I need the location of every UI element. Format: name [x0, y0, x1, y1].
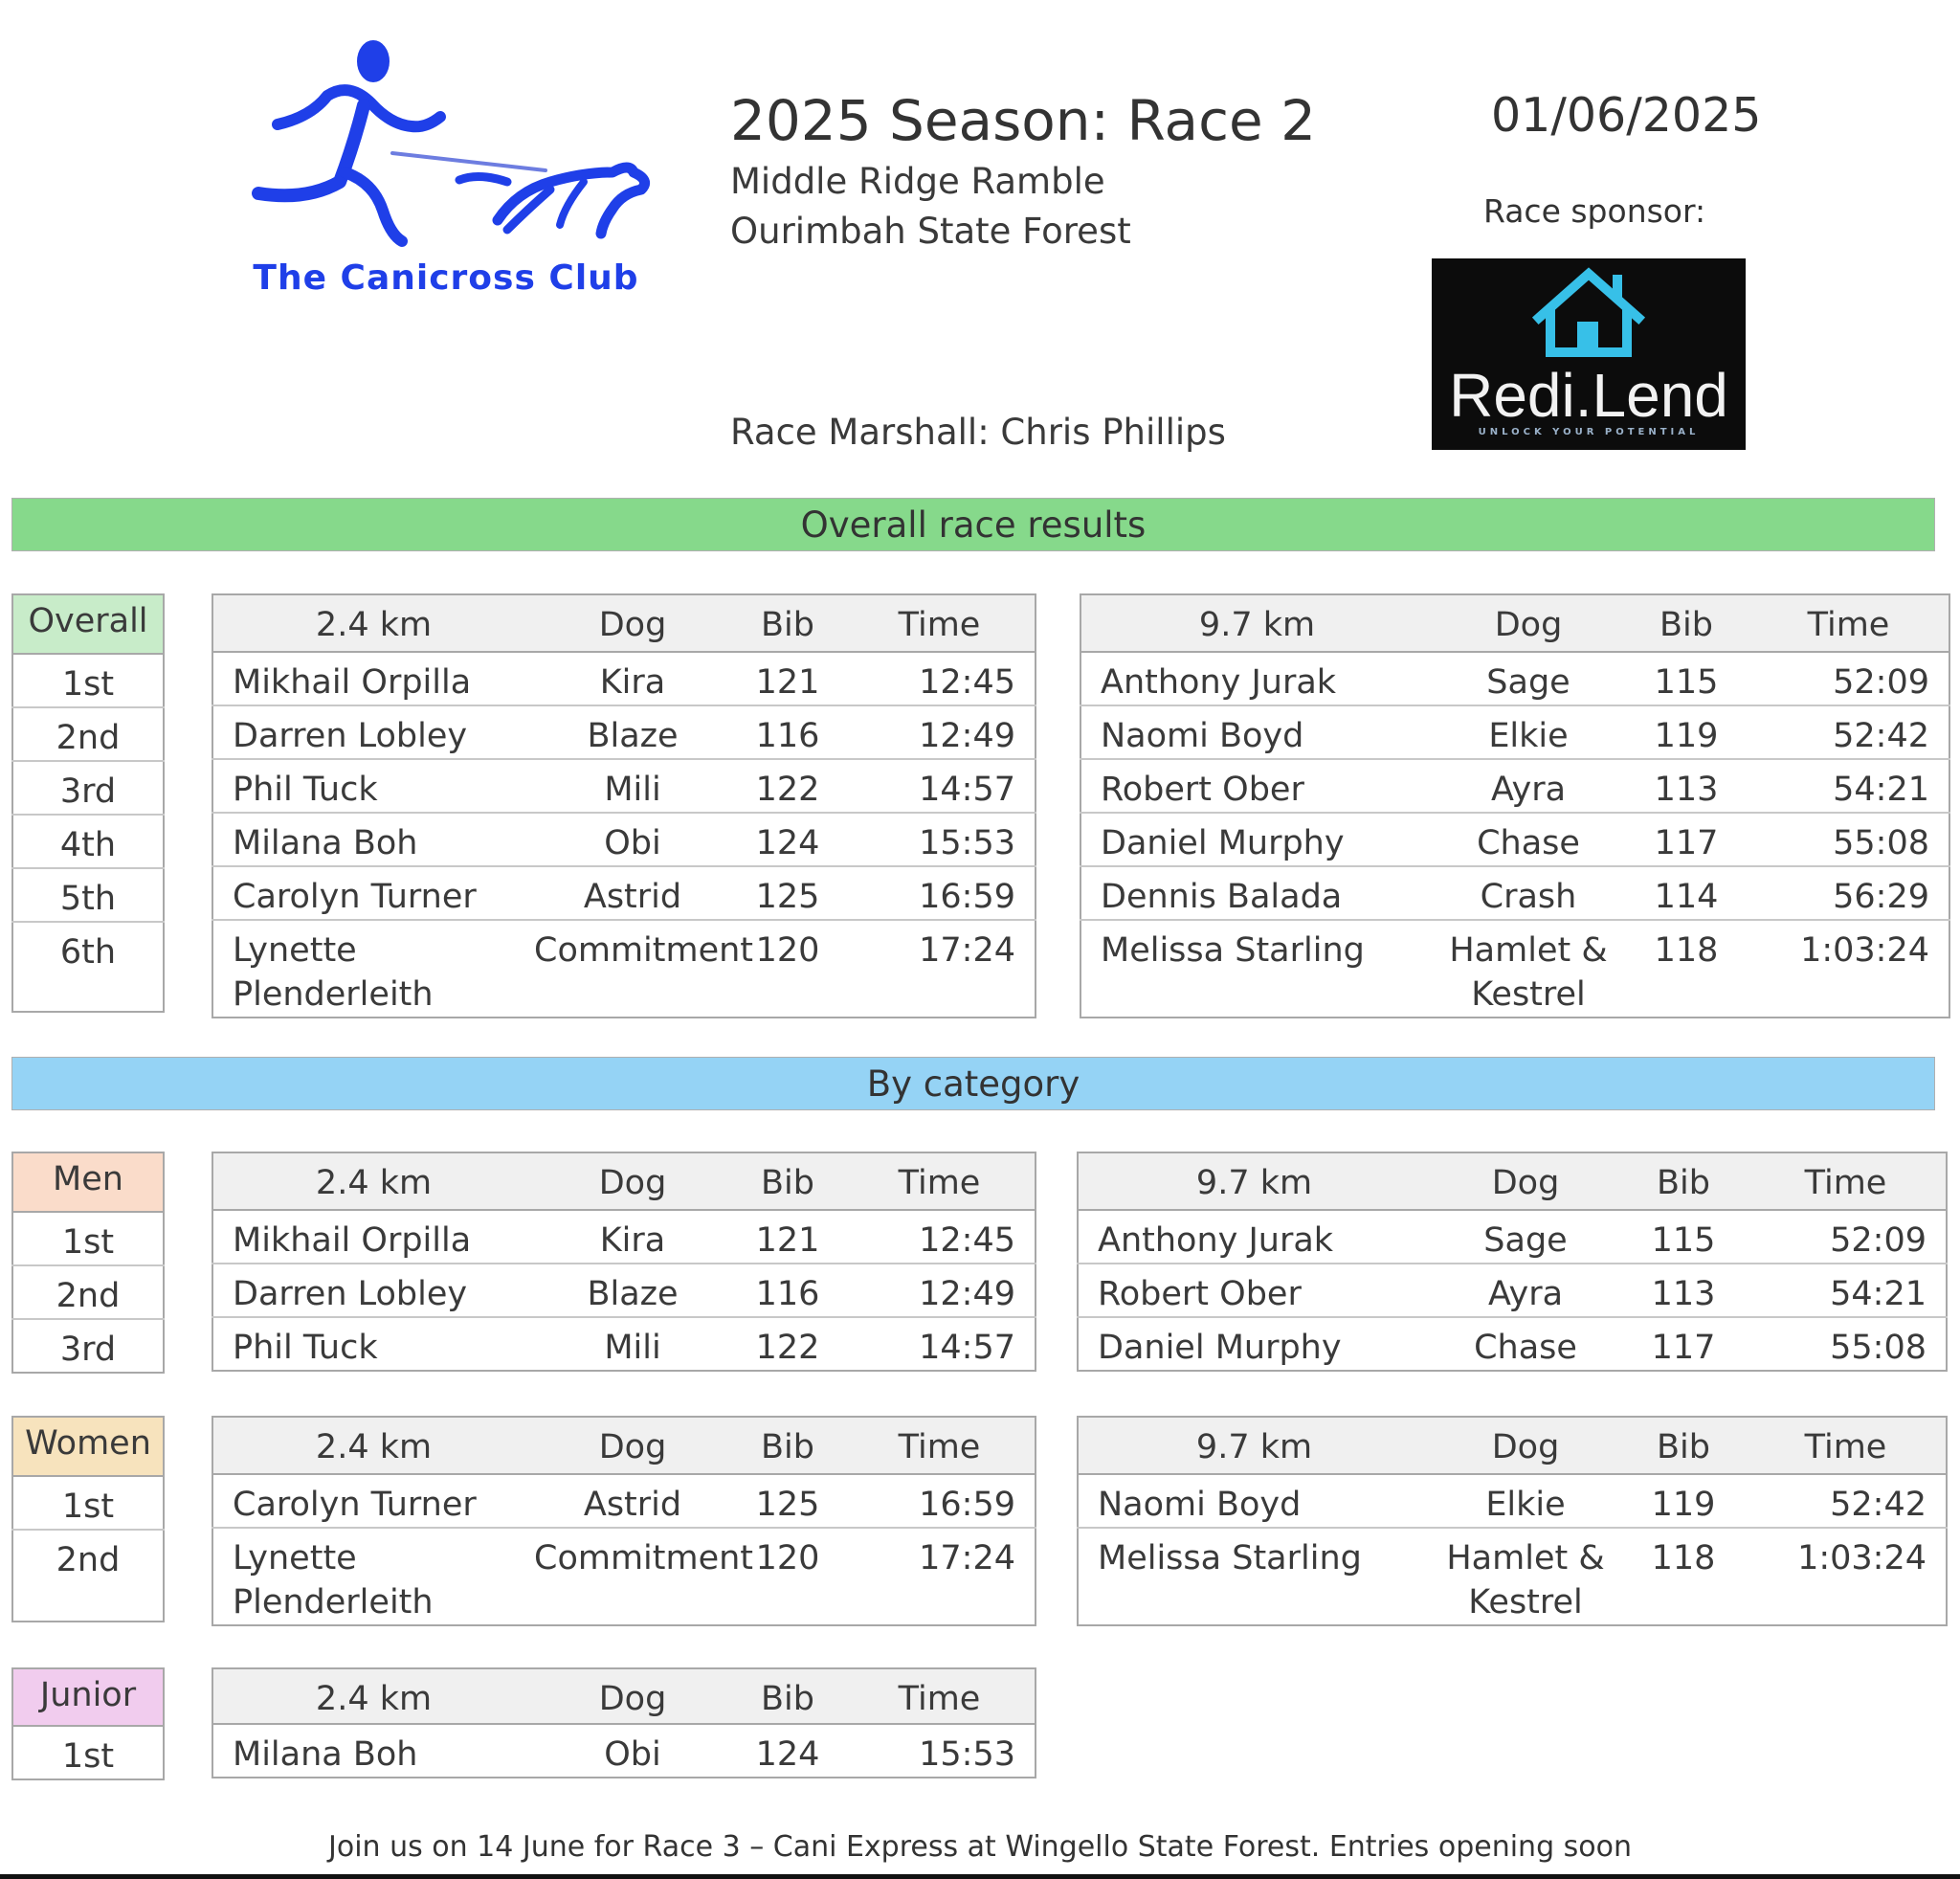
dog-header: Dog: [534, 1668, 731, 1724]
table-row: [1078, 1474, 1947, 1528]
table-row: [212, 1724, 1036, 1778]
sponsor-label: Race sponsor:: [1483, 192, 1706, 230]
rank-column-junior: [11, 1667, 165, 1780]
bib-header: Bib: [731, 1417, 844, 1474]
runner-name: Dennis Balada: [1080, 866, 1433, 920]
finish-time: 55:08: [1748, 813, 1949, 866]
bottom-rule: [0, 1874, 1960, 1879]
dog-name: Commitment: [534, 1528, 731, 1625]
rank-cell: 2nd: [12, 1265, 164, 1319]
finish-time: 16:59: [844, 1474, 1036, 1528]
bib-number: 124: [731, 813, 844, 866]
dog-name: Crash: [1433, 866, 1624, 920]
rank-column-men: [11, 1152, 165, 1374]
dog-name: Chase: [1430, 1317, 1621, 1371]
table-row: [212, 813, 1036, 866]
rank-cell: 2nd: [12, 1530, 164, 1622]
group-label: Overall: [12, 594, 164, 654]
dog-name: Blaze: [534, 705, 731, 759]
runner-name: Melissa Starling: [1078, 1528, 1430, 1625]
time-header: Time: [1746, 1152, 1947, 1210]
bib-number: 113: [1621, 1264, 1746, 1317]
table-row: [212, 866, 1036, 920]
finish-time: 1:03:24: [1748, 920, 1949, 1018]
rank-cell: 3rd: [12, 1319, 164, 1373]
results-table-women-long: [1077, 1416, 1948, 1626]
bib-number: 122: [731, 1317, 844, 1371]
dog-header: Dog: [1430, 1417, 1621, 1474]
rank-cell: 2nd: [12, 707, 164, 761]
race-date: 01/06/2025: [1491, 88, 1762, 143]
dog-name: Mili: [534, 759, 731, 813]
time-header: Time: [1748, 594, 1949, 652]
results-table-men-long: [1077, 1152, 1948, 1372]
table-row: [212, 1474, 1036, 1528]
table-row: [1078, 1528, 1947, 1625]
finish-time: 15:53: [844, 813, 1036, 866]
club-logo: [220, 29, 670, 316]
bib-number: 115: [1621, 1210, 1746, 1264]
results-table-junior-short: [212, 1667, 1036, 1778]
table-row: [212, 652, 1036, 705]
house-icon: [1432, 258, 1746, 364]
table-row: [212, 920, 1036, 1018]
time-header: Time: [844, 594, 1036, 652]
rank-cell: 6th: [12, 922, 164, 1012]
dog-name: Ayra: [1430, 1264, 1621, 1317]
bib-number: 118: [1621, 1528, 1746, 1625]
time-header: Time: [844, 1417, 1036, 1474]
table-row: [1080, 705, 1949, 759]
bib-number: 119: [1621, 1474, 1746, 1528]
runner-name: Mikhail Orpilla: [212, 652, 534, 705]
results-table-men-short: [212, 1152, 1036, 1372]
sponsor-name: Redi.Lend: [1449, 361, 1728, 430]
group-label: Men: [12, 1152, 164, 1212]
dog-name: Hamlet & Kestrel: [1433, 920, 1624, 1018]
bib-number: 122: [731, 759, 844, 813]
distance-header: 9.7 km: [1078, 1152, 1430, 1210]
runner-name: Anthony Jurak: [1078, 1210, 1430, 1264]
table-row: [1080, 866, 1949, 920]
dog-header: Dog: [1430, 1152, 1621, 1210]
finish-time: 52:09: [1746, 1210, 1947, 1264]
table-row: [212, 1210, 1036, 1264]
time-header: Time: [844, 1152, 1036, 1210]
runner-with-dog-logo-icon: [220, 29, 670, 258]
table-row: [212, 1528, 1036, 1625]
dog-header: Dog: [534, 594, 731, 652]
runner-name: Darren Lobley: [212, 1264, 534, 1317]
rank-cell: 4th: [12, 815, 164, 868]
club-name: The Canicross Club: [253, 258, 639, 298]
rank-cell: 1st: [12, 654, 164, 707]
bib-number: 120: [731, 1528, 844, 1625]
dog-name: Hamlet & Kestrel: [1430, 1528, 1621, 1625]
dog-name: Kira: [534, 652, 731, 705]
finish-time: 17:24: [844, 1528, 1036, 1625]
dog-name: Astrid: [534, 1474, 731, 1528]
table-row: [1080, 813, 1949, 866]
runner-name: Mikhail Orpilla: [212, 1210, 534, 1264]
table-row: [1078, 1264, 1947, 1317]
finish-time: 14:57: [844, 1317, 1036, 1371]
bib-number: 121: [731, 652, 844, 705]
dog-name: Elkie: [1433, 705, 1624, 759]
table-row: [212, 1264, 1036, 1317]
bib-number: 121: [731, 1210, 844, 1264]
runner-name: Robert Ober: [1078, 1264, 1430, 1317]
runner-name: Robert Ober: [1080, 759, 1433, 813]
footer-note: Join us on 14 June for Race 3 – Cani Express at Wingello State Forest. Entries opening soon: [328, 1830, 1632, 1864]
dog-name: Blaze: [534, 1264, 731, 1317]
table-row: [212, 705, 1036, 759]
bib-header: Bib: [1621, 1417, 1746, 1474]
runner-name: Naomi Boyd: [1078, 1474, 1430, 1528]
runner-name: Phil Tuck: [212, 759, 534, 813]
runner-name: Milana Boh: [212, 813, 534, 866]
dog-name: Chase: [1433, 813, 1624, 866]
finish-time: 54:21: [1748, 759, 1949, 813]
bib-header: Bib: [731, 594, 844, 652]
dog-name: Mili: [534, 1317, 731, 1371]
bib-number: 125: [731, 1474, 844, 1528]
group-label: Women: [12, 1417, 164, 1476]
table-row: [1080, 759, 1949, 813]
runner-name: Daniel Murphy: [1078, 1317, 1430, 1371]
runner-name: Anthony Jurak: [1080, 652, 1433, 705]
results-table-women-short: [212, 1416, 1036, 1626]
distance-header: 2.4 km: [212, 1417, 534, 1474]
finish-time: 16:59: [844, 866, 1036, 920]
race-title: 2025 Season: Race 2: [730, 88, 1317, 153]
runner-name: Daniel Murphy: [1080, 813, 1433, 866]
time-header: Time: [844, 1668, 1036, 1724]
finish-time: 14:57: [844, 759, 1036, 813]
bib-number: 117: [1624, 813, 1748, 866]
runner-name: Melissa Starling: [1080, 920, 1433, 1018]
finish-time: 52:42: [1748, 705, 1949, 759]
runner-name: Lynette Plenderleith: [212, 1528, 534, 1625]
table-row: [1080, 920, 1949, 1018]
dog-name: Elkie: [1430, 1474, 1621, 1528]
finish-time: 52:42: [1746, 1474, 1947, 1528]
bib-number: 119: [1624, 705, 1748, 759]
runner-name: Carolyn Turner: [212, 1474, 534, 1528]
finish-time: 54:21: [1746, 1264, 1947, 1317]
dog-name: Sage: [1433, 652, 1624, 705]
overall-results-bar: Overall race results: [11, 498, 1935, 551]
finish-time: 56:29: [1748, 866, 1949, 920]
table-row: [1080, 652, 1949, 705]
table-row: [1078, 1317, 1947, 1371]
bib-number: 118: [1624, 920, 1748, 1018]
table-row: [212, 1317, 1036, 1371]
category-results-bar: By category: [11, 1057, 1935, 1110]
finish-time: 17:24: [844, 920, 1036, 1018]
results-table-overall-short: [212, 593, 1036, 1018]
sponsor-logo: [1432, 258, 1746, 450]
bib-number: 125: [731, 866, 844, 920]
runner-name: Phil Tuck: [212, 1317, 534, 1371]
dog-name: Obi: [534, 1724, 731, 1778]
table-row: [212, 759, 1036, 813]
runner-name: Carolyn Turner: [212, 866, 534, 920]
bib-number: 115: [1624, 652, 1748, 705]
bib-header: Bib: [1624, 594, 1748, 652]
distance-header: 2.4 km: [212, 1668, 534, 1724]
runner-name: Darren Lobley: [212, 705, 534, 759]
bib-number: 114: [1624, 866, 1748, 920]
race-location: Ourimbah State Forest: [730, 211, 1131, 252]
finish-time: 12:45: [844, 652, 1036, 705]
rank-column-overall: [11, 593, 165, 1013]
dog-name: Astrid: [534, 866, 731, 920]
dog-name: Obi: [534, 813, 731, 866]
rank-cell: 1st: [12, 1212, 164, 1265]
dog-name: Sage: [1430, 1210, 1621, 1264]
race-marshal: Race Marshall: Chris Phillips: [730, 412, 1226, 453]
distance-header: 2.4 km: [212, 594, 534, 652]
rank-column-women: [11, 1416, 165, 1622]
dog-name: Ayra: [1433, 759, 1624, 813]
bib-number: 116: [731, 1264, 844, 1317]
sponsor-tagline: UNLOCK YOUR POTENTIAL: [1478, 427, 1700, 437]
bib-number: 124: [731, 1724, 844, 1778]
distance-header: 9.7 km: [1078, 1417, 1430, 1474]
bib-header: Bib: [731, 1668, 844, 1724]
bib-number: 116: [731, 705, 844, 759]
race-name: Middle Ridge Ramble: [730, 161, 1105, 202]
table-row: [1078, 1210, 1947, 1264]
finish-time: 12:49: [844, 705, 1036, 759]
runner-name: Naomi Boyd: [1080, 705, 1433, 759]
runner-name: Milana Boh: [212, 1724, 534, 1778]
group-label: Junior: [12, 1668, 164, 1726]
rank-cell: 5th: [12, 868, 164, 922]
bib-header: Bib: [731, 1152, 844, 1210]
dog-header: Dog: [1433, 594, 1624, 652]
rank-cell: 1st: [12, 1476, 164, 1530]
distance-header: 2.4 km: [212, 1152, 534, 1210]
rank-cell: 1st: [12, 1726, 164, 1779]
finish-time: 12:45: [844, 1210, 1036, 1264]
dog-header: Dog: [534, 1417, 731, 1474]
finish-time: 15:53: [844, 1724, 1036, 1778]
finish-time: 12:49: [844, 1264, 1036, 1317]
runner-name: Lynette Plenderleith: [212, 920, 534, 1018]
dog-name: Commitment: [534, 920, 731, 1018]
finish-time: 55:08: [1746, 1317, 1947, 1371]
finish-time: 52:09: [1748, 652, 1949, 705]
bib-header: Bib: [1621, 1152, 1746, 1210]
dog-name: Kira: [534, 1210, 731, 1264]
results-table-overall-long: [1080, 593, 1950, 1018]
time-header: Time: [1746, 1417, 1947, 1474]
bib-number: 113: [1624, 759, 1748, 813]
bib-number: 120: [731, 920, 844, 1018]
bib-number: 117: [1621, 1317, 1746, 1371]
dog-header: Dog: [534, 1152, 731, 1210]
rank-cell: 3rd: [12, 761, 164, 815]
distance-header: 9.7 km: [1080, 594, 1433, 652]
finish-time: 1:03:24: [1746, 1528, 1947, 1625]
